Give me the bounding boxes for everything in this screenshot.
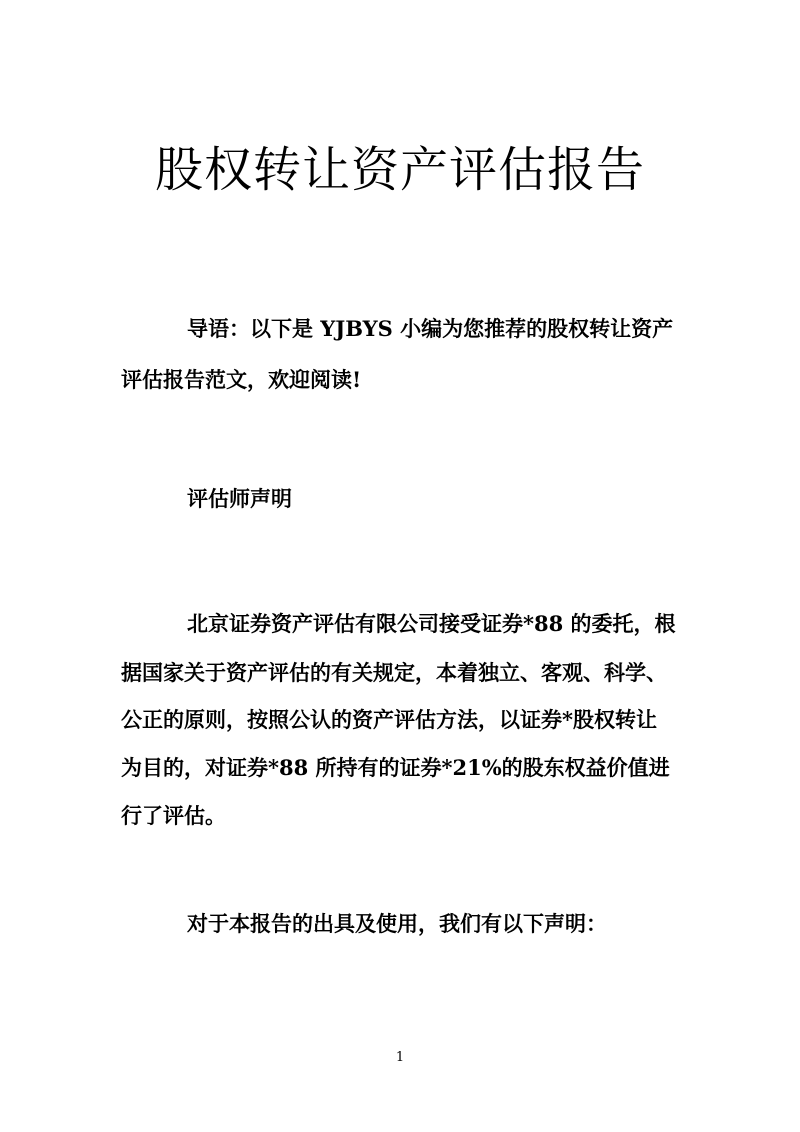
intro-line-1: 导语：以下是 YJBYS 小编为您推荐的股权转让资产 (187, 316, 674, 341)
statement-line-3: 公正的原则，按照公认的资产评估方法，以证券*股权转让 (121, 707, 657, 732)
statement-line-1: 北京证券资产评估有限公司接受证券*88 的委托，根 (187, 611, 676, 636)
closing-line: 对于本报告的出具及使用，我们有以下声明： (187, 911, 607, 936)
statement-line-2: 据国家关于资产评估的有关规定，本着独立、客观、科学、 (121, 660, 667, 685)
document-title: 股权转让资产评估报告 (154, 142, 645, 198)
intro-line-2: 评估报告范文，欢迎阅读! (121, 367, 362, 392)
section-heading: 评估师声明 (187, 486, 292, 511)
statement-line-5: 行了评估。 (121, 803, 226, 828)
page-number: 1 (395, 1050, 405, 1065)
statement-line-4: 为目的，对证券*88 所持有的证券*21%的股东权益价值进 (121, 755, 670, 780)
